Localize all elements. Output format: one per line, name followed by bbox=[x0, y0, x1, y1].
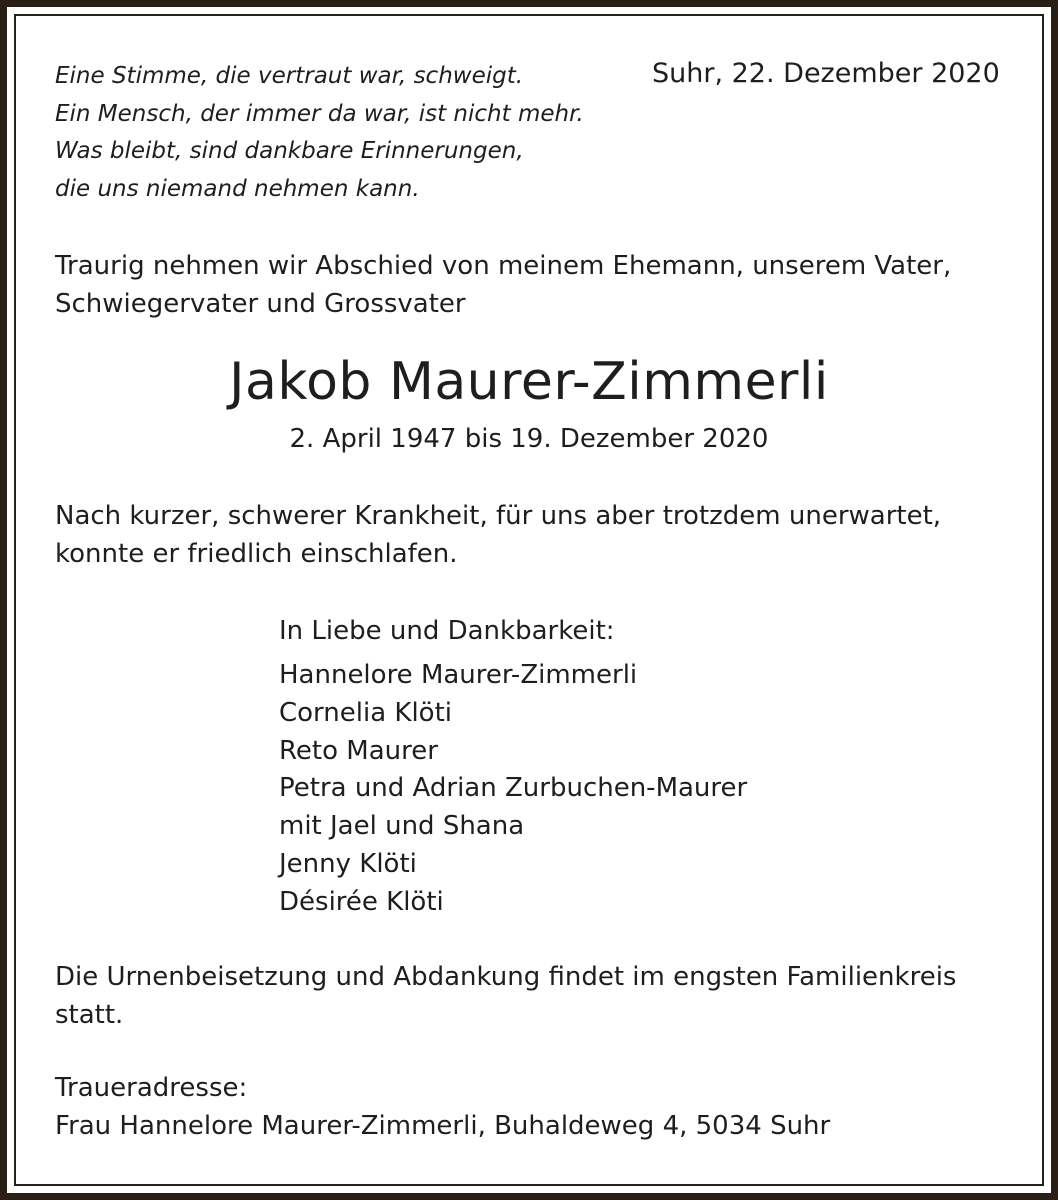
passing-text bbox=[55, 497, 941, 573]
burial-line: Die Urnenbeisetzung und Abdankung findet im engsten Familienkreis bbox=[55, 962, 957, 992]
address-value: Frau Hannelore Maurer-Zimmerli, Buhaldeweg 4, 5034 Suhr bbox=[55, 1111, 831, 1141]
intro-line: Traurig nehmen wir Abschied von meinem Ehemann, unserem Vater, bbox=[55, 251, 952, 281]
intro-line: Schwiegervater und Grossvater bbox=[55, 289, 466, 319]
mourner-name: Désirée Klöti bbox=[279, 886, 444, 917]
poem-line: die uns niemand nehmen kann. bbox=[55, 175, 420, 202]
poem-line: Was bleibt, sind dankbare Erinnerungen, bbox=[55, 138, 524, 164]
burial-line: statt. bbox=[55, 1000, 124, 1030]
poem-line: Eine Stimme, die vertraut war, schweigt. bbox=[55, 63, 524, 89]
mourners-list bbox=[279, 657, 747, 922]
intro-text bbox=[55, 247, 951, 323]
place-date: Suhr, 22. Dezember 2020 bbox=[652, 58, 1000, 89]
poem-line: Ein Mensch, der immer da war, ist nicht mehr. bbox=[55, 100, 584, 127]
mourner-name: Hannelore Maurer-Zimmerli bbox=[279, 660, 638, 690]
mourner-name: mit Jael und Shana bbox=[279, 811, 525, 842]
passing-line: Nach kurzer, schwerer Krankheit, für uns aber trotzdem unerwartet, bbox=[55, 501, 942, 531]
mourner-name: Jenny Klöti bbox=[279, 848, 417, 879]
burial-notice bbox=[55, 958, 956, 1034]
mourner-name: Reto Maurer bbox=[279, 735, 438, 766]
mourner-name: Petra und Adrian Zurbuchen-Maurer bbox=[279, 773, 748, 804]
deceased-name: Jakob Maurer-Zimmerli bbox=[229, 352, 829, 412]
lifespan: 2. April 1947 bis 19. Dezember 2020 bbox=[289, 424, 769, 454]
passing-line: konnte er friedlich einschlafen. bbox=[55, 539, 458, 569]
poem bbox=[55, 58, 584, 208]
address-label: Traueradresse: bbox=[55, 1073, 248, 1103]
mourning-address bbox=[55, 1069, 830, 1145]
mourner-name: Cornelia Klöti bbox=[279, 697, 453, 728]
mourners-heading: In Liebe und Dankbarkeit: bbox=[279, 616, 615, 646]
